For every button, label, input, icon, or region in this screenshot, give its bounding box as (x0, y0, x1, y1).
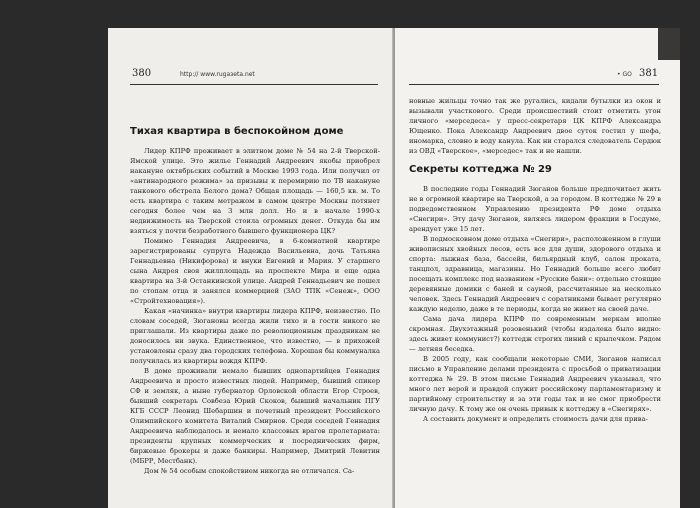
paragraph: Помимо Геннадия Андреевича, в 6-комнатной квартире зарегистрированы супруга Надежда Васильевна, дочь Татьяна Геннадьевна (Никифорова) и внуки Евгений и Мария. У старшего сына Андрея своя жилплощадь на проспекте Мира и еще одна квартира на 3-й Останкинской улице. Андрей Геннадьевич не пошел по стопам отца и занялся коммерцией (ЗАО ТПК «Сенеж», ООО «Стройтехновация»). (130, 237, 380, 305)
paragraph: Какая «начинка» внутри квартиры лидера КПРФ, неизвестно. По словам соседей, Зюгановы всегда жили тихо и в гости никого не приглашали. Из квартиры даже по революционным праздникам не доносилось ни звука. Единственное, что известно, — в прихожей установлены сразу два городских телефона. Хорошая бы коммуналка получилась из квартиры вождя КПРФ. (130, 307, 380, 365)
book-spread (108, 28, 680, 508)
header-rule-right (409, 84, 659, 85)
running-header-left: http:// www.rugaзeta.net (180, 71, 255, 78)
section-heading-left: Тихая квартира в беспокойном доме (130, 126, 344, 137)
left-page (108, 28, 393, 508)
paragraph: Дом № 54 особым спокойствием никогда не отличался. Са- (144, 467, 355, 475)
paragraph: А составить документ и определить стоимость дачи для прива- (423, 415, 648, 423)
right-top-text (409, 96, 661, 156)
paragraph: В доме проживали немало бывших однопартийцев Геннадия Андреевича и просто известных людей. Например, бывший спикер СФ и земляк, а ныне губернатор Орловской области Егор Строев, бывший секретарь Совбеза Юрий Скоков, бывший начальник ПГУ КГБ СССР Леонид Шебаршин и почетный президент Российского Олимпийского комитета Виталий Смирнов. Среди соседей Геннадия Андреевича наблюдалось и немало классовых врагов пролетариата: президенты крупных коммерческих и посреднических фирм, биржевые брокеры и даже банкиры. Например, Дмитрий Левитин (МБРР, Местбанк). (130, 367, 380, 465)
paragraph: В подмосковном доме отдыха «Снегири», расположенном в глуши живописных хвойных лесов, есть все для души, здорового отдыха и спорта: лыжная база, бассейн, бильярдный клуб, салон проката, танцпол, здравница, магазины. Но Геннадий больше всего любит посещать комплекс под названием «Русские бани»: отдельно стоящие деревянные домики с баней и сауной, рассчитанные на несколько человек. Здесь Геннадий Андреевич с соратниками бывает регулярно каждую неделю, даже в те периоды, когда не живет на своей даче. (409, 235, 661, 313)
right-page (395, 28, 680, 508)
left-body (130, 146, 380, 508)
section-heading-right: Секреты коттеджа № 29 (409, 164, 552, 175)
page-number-right: 381 (639, 68, 659, 79)
paragraph: В последние годы Геннадий Зюганов больше предпочитает жить не в огромной квартире на Тверской, а за городом. В коттедже № 29 в подведомственном Управлению президента РФ доме отдыха «Снегири». Эту дачу Зюганов, являясь лидером фракции в Госдуме, арендует уже 15 лет. (409, 185, 661, 233)
running-header-right: • GO (617, 71, 632, 78)
paragraph: Лидер КПРФ проживает в элитном доме № 54 на 2-й Тверской-Ямской улице. Это жилье Геннадий Андреевич якобы приобрел накануне октябрьских событий в Москве 1993 года. Или получил от «антинародного режима» за призывы к перемирию по ТВ накануне танкового обстрела Белого дома? Общая площадь — 160,5 кв. м. То есть квартира с таким метражом в самом центре Москвы потянет сегодня более чем на 3 млн долл. Но и в начале 1990-х недвижимость на Тверской стоила огромных денег. Откуда бы им взяться у почти безработного бывшего функционера ЦК? (130, 147, 380, 235)
page-number-left: 380 (132, 68, 152, 79)
paragraph: Сама дача лидера КПРФ по современным меркам вполне скромная. Двухэтажный розовенький (чтобы издалека было видно: здесь живет коммунист?) коттедж строгих линий с крылечком. Рядом — летняя беседка. (409, 315, 661, 353)
paragraph: В 2005 году, как сообщали некоторые СМИ, Зюганов написал письмо в Управление делами президента с просьбой о приватизации коттеджа № 29. В этом письме Геннадий Андреевич указывал, что много лет верой и правдой служит российскому парламентаризму и партийному строительству и за эти годы так и не смог приобрести личную дачу. К тому же он очень привык к коттеджу в «Снегирях». (409, 355, 661, 413)
right-body (409, 184, 661, 508)
paragraph: новные жильцы точно так же ругались, кидали бутылки из окон и вызывали участкового. Среди происшествий стоит отметить угон личного «мерседеса» у пресс-секретаря ЦК КПРФ Александра Ющенко. Пока Александр Андреевич двое суток гостил у шефа, иномарка, словно в воду канула. Как ни старался следователь Сердюк из ОВД «Тверское», «мерседес» так и не нашли. (409, 97, 661, 155)
page-corner-shadow (658, 28, 680, 60)
header-rule-left (130, 84, 378, 85)
